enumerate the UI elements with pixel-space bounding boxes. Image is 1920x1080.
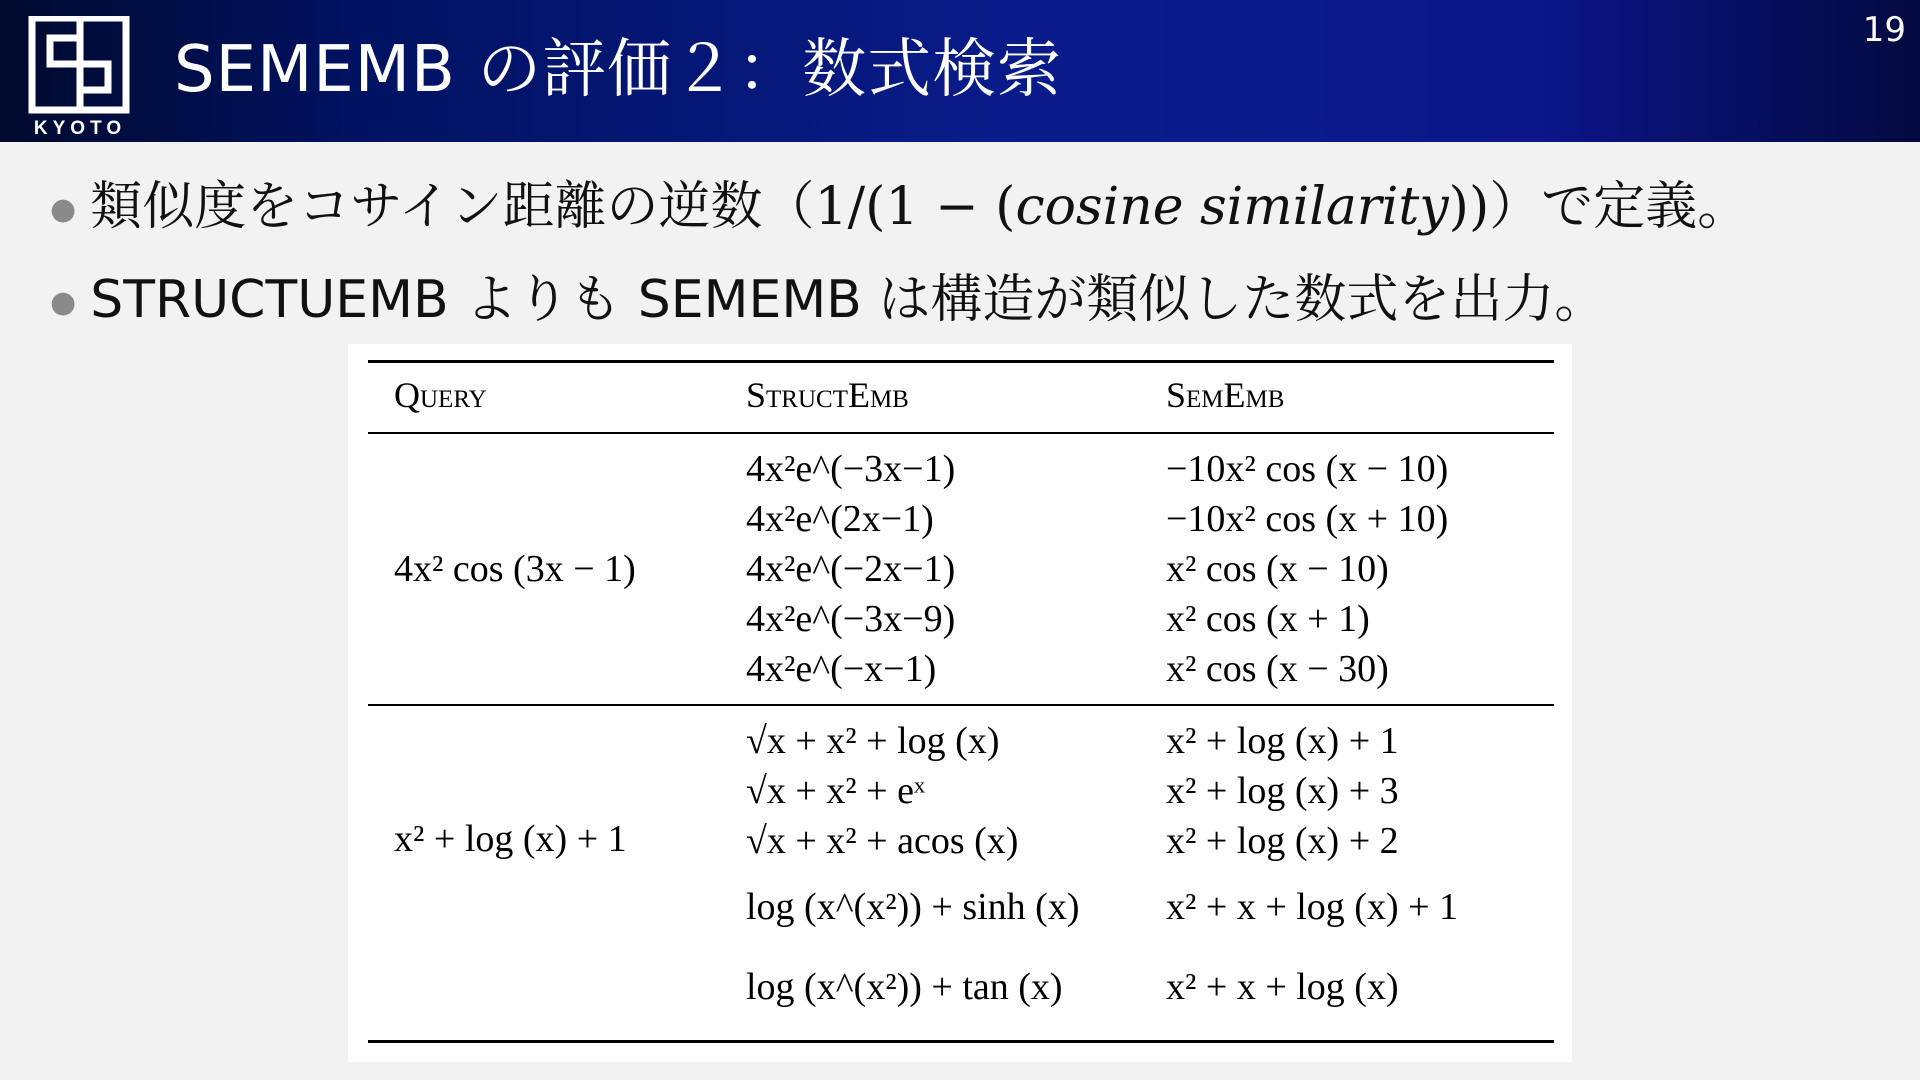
query-cell-1: 4x² cos (3x − 1) [394,548,636,590]
page-number: 19 [1862,10,1906,50]
column-header-structemb: StructEmb [746,375,909,415]
structemb-result: 4x²e^(2x−1) [746,498,934,540]
structemb-result: 4x²e^(−x−1) [746,648,937,690]
column-header-sememb: SemEmb [1166,375,1285,415]
bullet-structural-comparison [50,268,1606,335]
bullet-dot-icon: ● [50,285,77,320]
bullet-similarity-definition [50,175,1749,242]
structemb-result: √x + x² + acos (x) [746,820,1019,862]
sememb-result: −10x² cos (x − 10) [1166,448,1449,490]
sememb-result: −10x² cos (x + 10) [1166,498,1449,540]
table-header-rule [368,432,1554,434]
structemb-result: √x + x² + log (x) [746,720,1000,762]
svg-text:KYOTO: KYOTO [33,118,127,139]
sememb-result: x² + x + log (x) [1166,966,1399,1008]
structemb-result: log (x^(x²)) + sinh (x) [746,886,1080,928]
sememb-result: x² + log (x) + 2 [1166,820,1399,862]
cosine-formula: 1/(1 − (cosine similarity)) [814,177,1490,237]
bullet-1-suffix: ）で定義。 [1489,177,1750,237]
table-top-rule [368,360,1554,363]
sememb-result: x² cos (x + 1) [1166,598,1370,640]
structemb-result: √x + x² + eˣ [746,770,925,812]
formula-retrieval-table [348,344,1572,1062]
table-row-rule [368,704,1554,706]
sememb-result: x² cos (x − 30) [1166,648,1389,690]
structemb-result: 4x²e^(−3x−1) [746,448,956,490]
query-cell-2: x² + log (x) + 1 [394,818,627,860]
sememb-result: x² + log (x) + 1 [1166,720,1399,762]
slide-title: SEMEMB の評価２：数式検索 [174,33,1063,107]
bullet-1-prefix: 類似度をコサイン距離の逆数（ [90,177,815,237]
sememb-result: x² + log (x) + 3 [1166,770,1399,812]
bullet-dot-icon: ● [50,192,77,227]
sememb-result: x² + x + log (x) + 1 [1166,886,1459,928]
bullet-2-text: STRUCTUEMB よりも SEMEMB は構造が類似した数式を出力。 [90,270,1607,330]
structemb-result: 4x²e^(−2x−1) [746,548,956,590]
slide-header [0,0,1920,142]
structemb-result: log (x^(x²)) + tan (x) [746,966,1063,1008]
column-header-query: Query [394,375,487,415]
kyoto-university-logo [28,16,132,140]
sememb-result: x² cos (x − 10) [1166,548,1389,590]
table-bottom-rule [368,1040,1554,1043]
structemb-result: 4x²e^(−3x−9) [746,598,956,640]
